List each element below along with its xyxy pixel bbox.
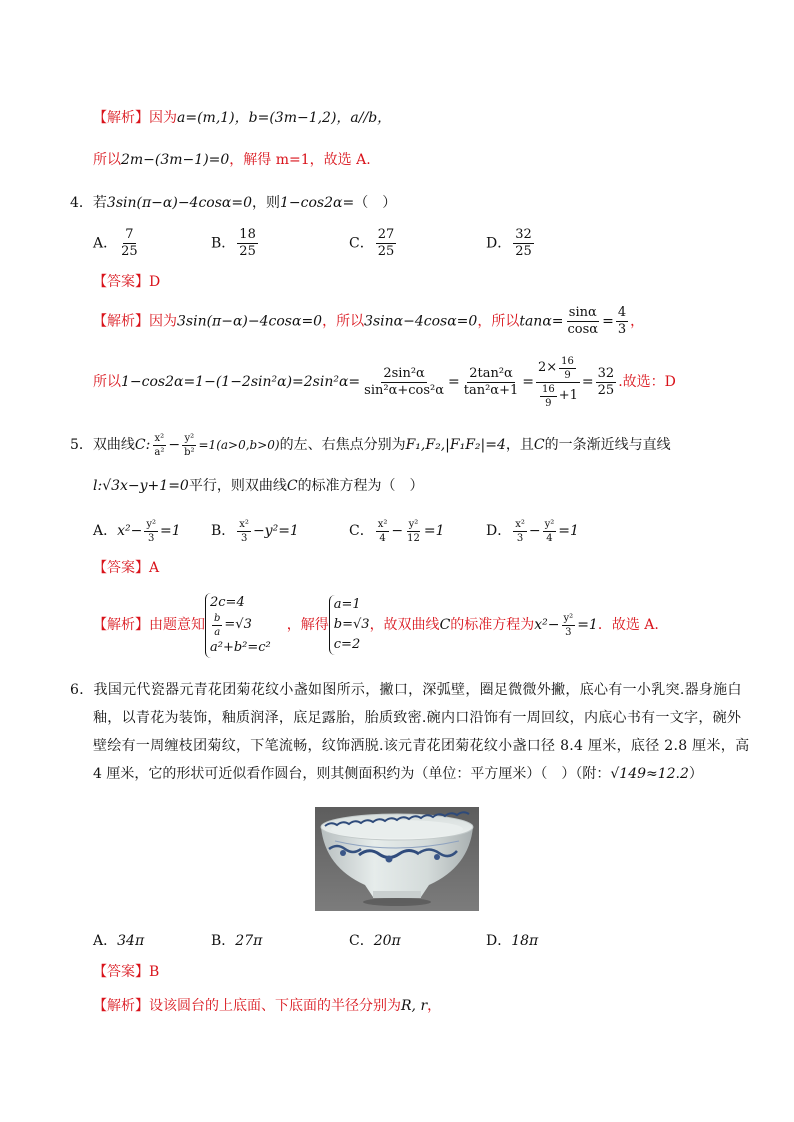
- q5-option-b[interactable]: B． $\frac{\text{x²}}{3}$ −y²=1: [211, 518, 299, 544]
- equation-system-1: 2c=4 $\frac{b}{a}$ =√3 a²+b²=c²: [205, 593, 271, 658]
- q6-option-c[interactable]: C．20π: [349, 933, 401, 949]
- equation-system-2: a=1 b=√3 c=2: [329, 595, 370, 655]
- question-number: 6．: [70, 682, 94, 698]
- q3-analysis-line2: 所以2m−(3m−1)=0，解得 m=1，故选 A.: [93, 152, 371, 168]
- bowl-photo: [315, 807, 479, 911]
- q6-answer: 【答案】B: [93, 964, 160, 980]
- porcelain-bowl-image: [315, 807, 479, 911]
- q6-stem: [70, 680, 750, 792]
- q4-option-a[interactable]: A． $\frac{7}{25}$: [93, 227, 138, 259]
- q5-stem-line2: l:√3x−y+1=0平行，则双曲线C的标准方程为（ ）: [93, 478, 424, 494]
- q6-option-b[interactable]: B．27π: [211, 933, 263, 949]
- analysis-tag: 【解析】: [93, 617, 149, 633]
- q4-option-b[interactable]: B． $\frac{18}{25}$: [211, 227, 256, 259]
- q4-answer: 【答案】D: [93, 274, 161, 290]
- q4-option-c[interactable]: C． $\frac{27}{25}$: [349, 227, 395, 259]
- analysis-tag: 【解析】: [93, 110, 149, 126]
- q4-analysis-line2: 所以 1−cos2α=1−(1−2sin²α)=2sin²α= $\frac{\text{2sin²α}}{\text{sin²α+cos²α}}$ = $\frac{\text{2tan²α}}{\text{tan²α+1}}$ = 2× $\frac{16}{9}$ $\frac{16}{9}$ +1 = $\frac{32}{25}$ .故选：D: [93, 355, 676, 409]
- vector-condition-math: a=(m,1)，b=(3m−1,2)，a//b，: [177, 110, 392, 126]
- option-fraction: $\frac{32}{25}$: [515, 227, 532, 259]
- analysis-tag: 【解析】: [93, 313, 149, 330]
- q3-analysis-line1: 【解析】因为a=(m,1)，b=(3m−1,2)，a//b，: [93, 110, 392, 126]
- q5-answer: 【答案】A: [93, 560, 160, 576]
- nested-fraction: 2× $\frac{16}{9}$ $\frac{16}{9}$ +1: [538, 355, 578, 409]
- q5-option-a[interactable]: A． x²− $\frac{\text{y²}}{3}$ =1: [93, 518, 181, 544]
- q6-option-a[interactable]: A．34π: [93, 933, 145, 949]
- q4-option-d[interactable]: D． $\frac{32}{25}$: [486, 227, 532, 259]
- sqrt-hint: √149≈12.2: [610, 766, 689, 782]
- q5-stem-line1: 5． 双曲线 C: $\frac{\text{x²}}{\text{a²}}$ − $\frac{\text{y²}}{\text{b²}}$ =1(a>0,b>0) 的左、右焦点分别为 F₁,F₂,|F₁F₂|=4 ，且 C 的一条渐近线与直线: [70, 432, 671, 458]
- q6-stem-line3: 壁绘有一周缠枝团菊纹，下笔流畅，纹饰洒脱.该元青花团菊花纹小盏口径 8.4 厘米，底径 2.8 厘米，高: [93, 738, 750, 754]
- question-number: 4．: [70, 195, 93, 211]
- answer-tag: 【答案】: [93, 274, 149, 290]
- q6-option-d[interactable]: D．18π: [486, 933, 539, 949]
- analysis-tag: 【解析】: [93, 998, 149, 1014]
- q4-stem: 4．若3sin(π−α)−4cosα=0，则1−cos2α=（ ）: [70, 195, 397, 211]
- answer-tag: 【答案】: [93, 964, 149, 980]
- question-number: 5．: [70, 437, 93, 453]
- answer-tag: 【答案】: [93, 560, 149, 576]
- q5-analysis: 【解析】 由题意知 2c=4 $\frac{b}{a}$ =√3 a²+b²=c² ，解得 a=1 b=√3 c=2 ，故双曲线 C 的标准方程为 x²− $\frac{\text{y²}}{3}$ =1 ．故选 A.: [93, 585, 659, 665]
- q5-option-d[interactable]: D． $\frac{\text{x²}}{3}$ − $\frac{\text{y²}}{4}$ =1: [486, 518, 579, 544]
- option-fraction: $\frac{18}{25}$: [239, 227, 256, 259]
- q6-analysis: 【解析】设该圆台的上底面、下底面的半径分别为R, r，: [93, 998, 442, 1014]
- q6-stem-line1: 6．我国元代瓷器元青花团菊花纹小盏如图所示，撇口，深弧壁，圈足微微外撇，底心有一小乳突.器身施白: [70, 682, 742, 698]
- q6-stem-line2: 釉，以青花为装饰，釉质润泽，底足露胎，胎质致密.碗内口沿饰有一周回纹，内底心书有一文字，碗外: [93, 710, 742, 726]
- q6-stem-line4: 4 厘米，它的形状可近似看作圆台，则其侧面积约为（单位：平方厘米）（ ）（附：√149≈12.2）: [93, 766, 703, 782]
- q5-option-c[interactable]: C． $\frac{\text{x²}}{4}$ − $\frac{\text{y²}}{12}$ =1: [349, 518, 445, 544]
- q4-analysis-line1: 【解析】因为3sin(π−α)−4cosα=0，所以3sinα−4cosα=0，所以tanα= $\frac{\sin\alpha}{\cos\alpha}$ = $\frac{4}{3}$ ，: [93, 305, 645, 337]
- option-fraction: $\frac{7}{25}$: [121, 227, 138, 259]
- option-fraction: $\frac{27}{25}$: [377, 227, 395, 259]
